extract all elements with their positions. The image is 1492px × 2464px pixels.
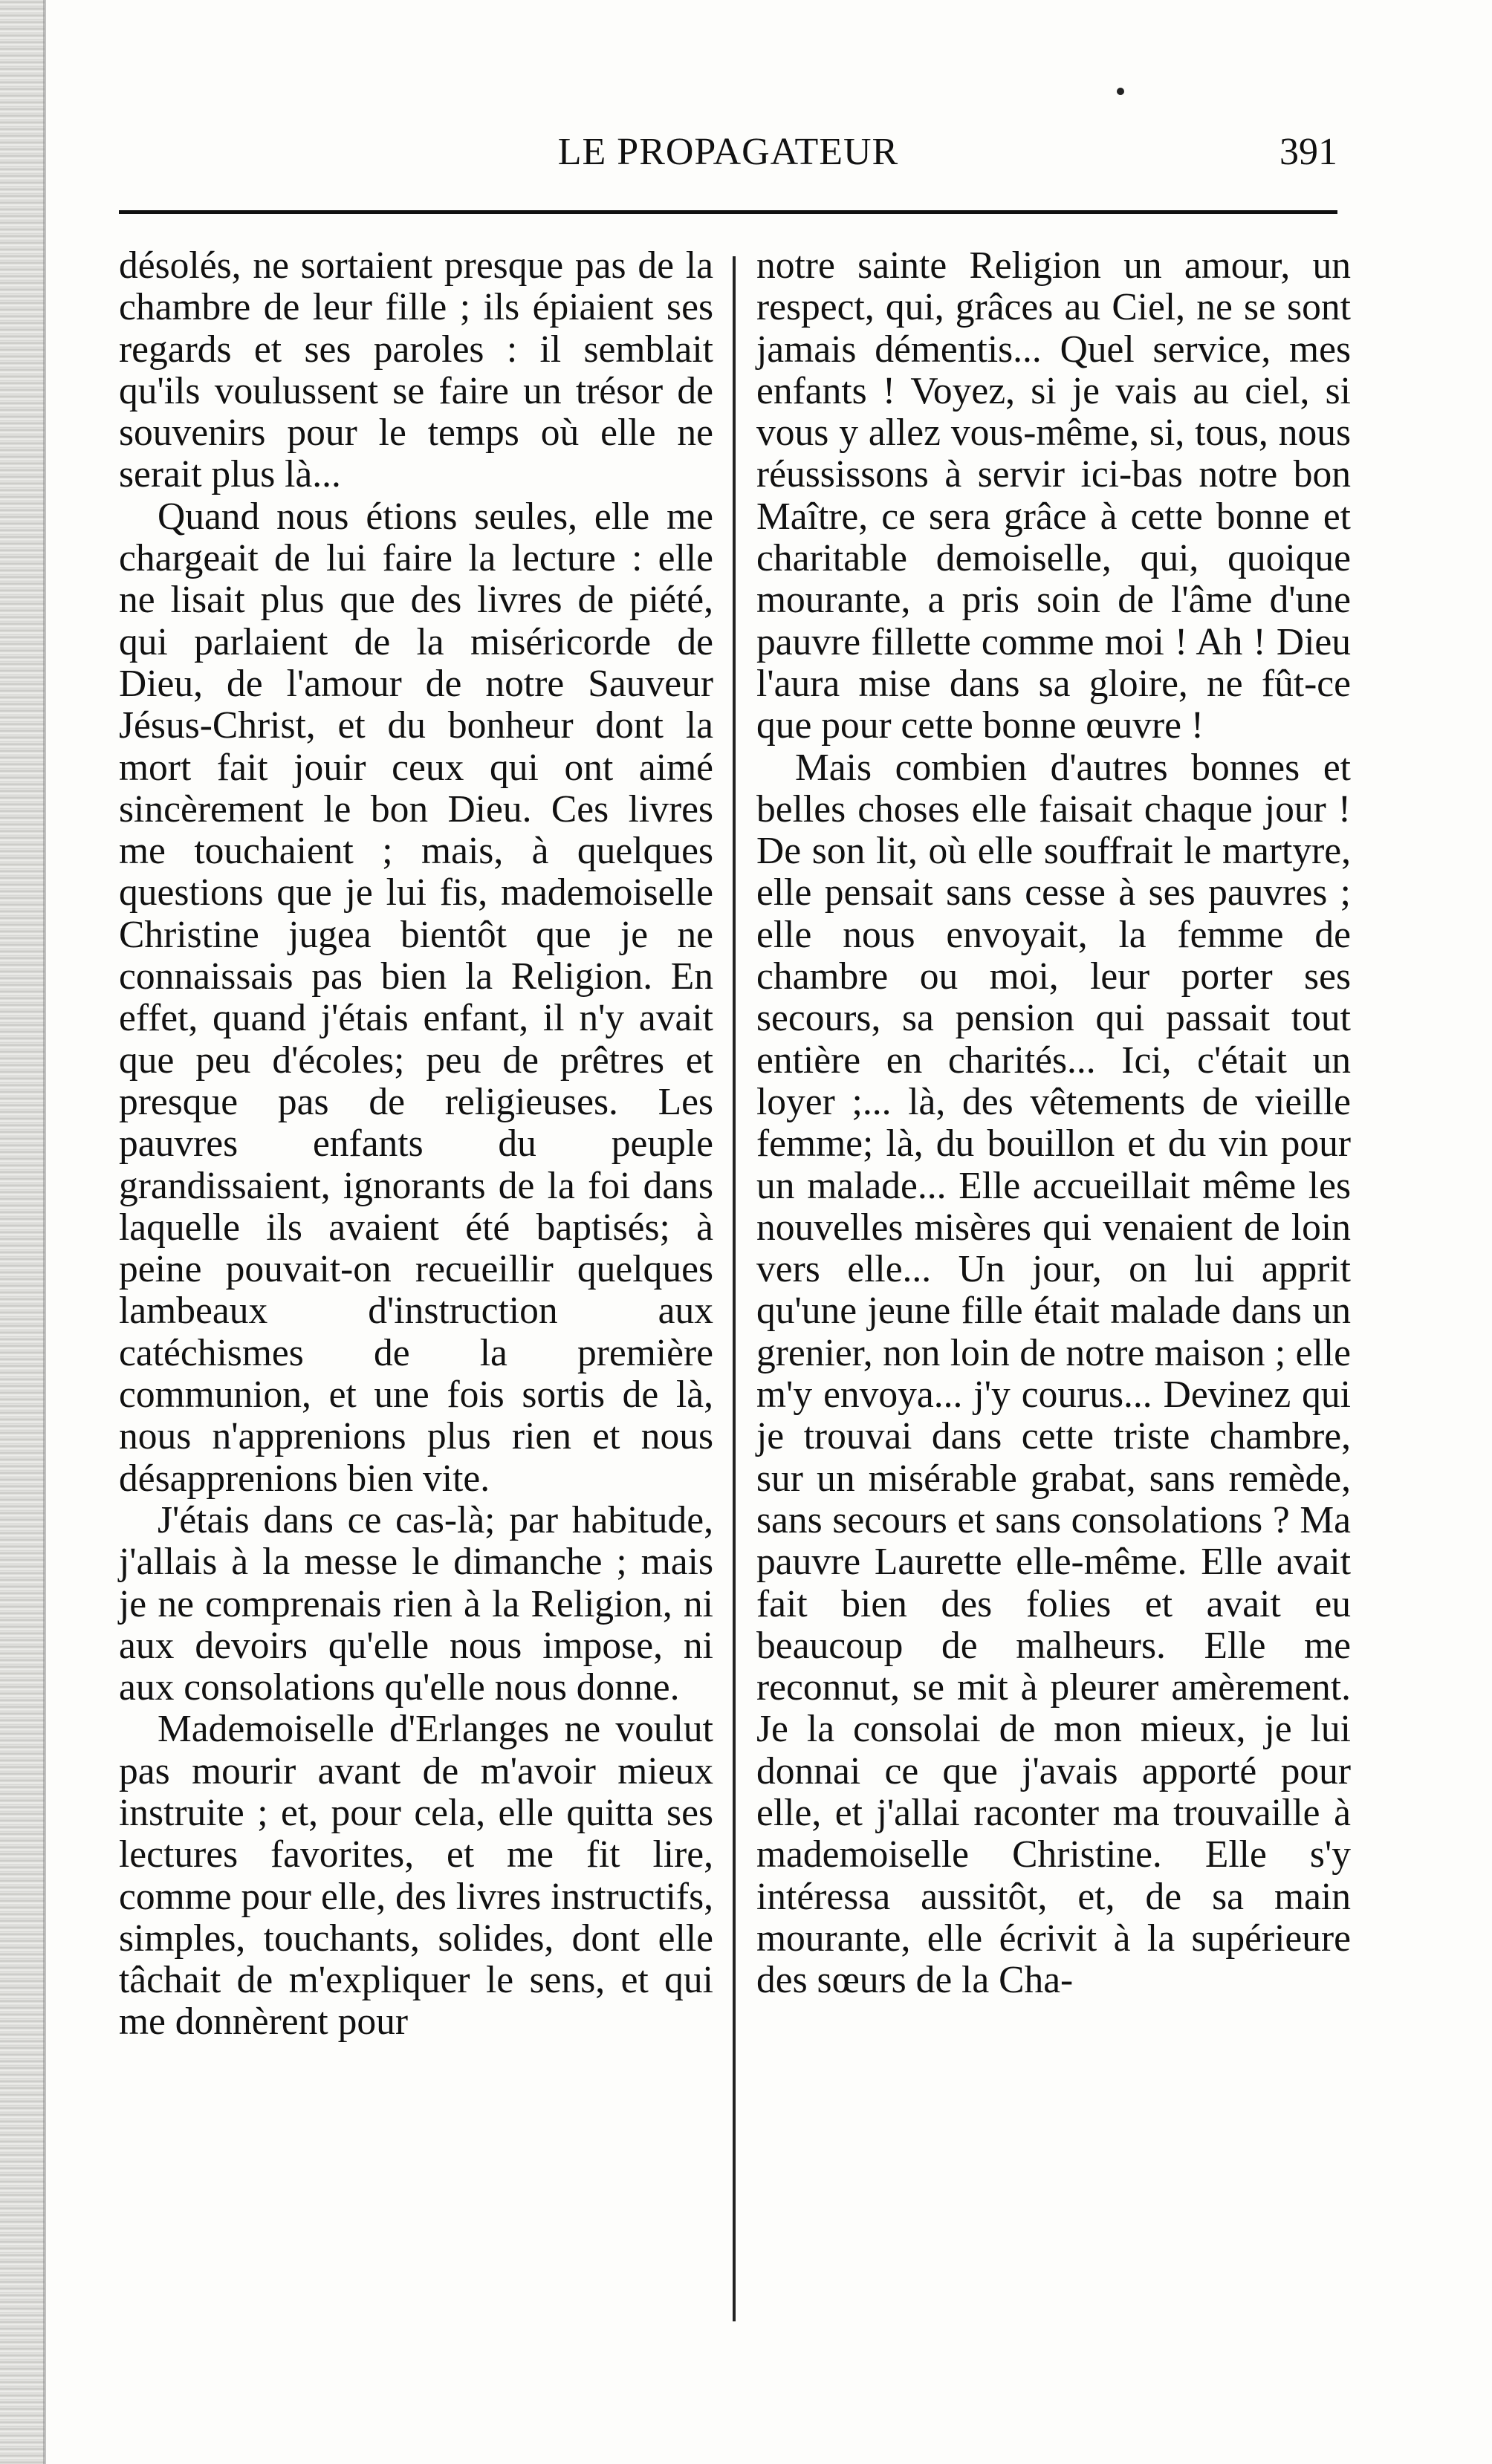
paragraph: Mais combien d'autres bonnes et belles choses elle faisait chaque jour ! De son lit, où elle souffrait le martyre, elle pensait sans cesse à ses pauvres ; elle nous envoyait, la femme de chambre ou moi, leur porter ses secours, sa pension qui passait tout entière en charités... Ici, c'était un loyer ;... là, des vêtements de vieille femme; là, du bouillon et du vin pour un malade... Elle accueillait même les nouvelles misères qui venaient de loin vers elle... Un jour, on lui apprit qu'une jeune fille était malade dans un grenier, non loin de notre maison ; elle m'y envoya... j'y courus... Devinez qui je trouvai dans cette triste chambre, sur un misérable grabat, sans remède, sans secours et sans consolations ? Ma pauvre Laurette elle-même. Elle avait fait bien des folies et avait eu beaucoup de malheurs. Elle me reconnut, se mit à pleurer amèrement. Je la consolai de mon mieux, je lui donnai ce que j'avais apporté pour elle, et j'allai raconter ma trouvaille à mademoiselle Christine. Elle s'y intéressa aussitôt, et, de sa main mourante, elle écrivit à la supérieure des sœurs de la Cha-	[756, 746, 1351, 2002]
paragraph: Mademoiselle d'Erlanges ne voulut pas mourir avant de m'avoir mieux instruite ; et, pour cela, elle quitta ses lectures favorites, et me fit lire, comme pour elle, des livres instructifs, simples, touchants, solides, dont elle tâchait de m'expliquer le sens, et qui me donnèrent pour	[119, 1708, 713, 2044]
right-column	[756, 245, 1351, 2001]
page-gutter-shadow	[43, 0, 46, 2464]
left-column	[119, 245, 713, 2044]
header-rule	[119, 210, 1337, 214]
paragraph: Quand nous étions seules, elle me chargeait de lui faire la lecture : elle ne lisait plus que des livres de piété, qui parlaient de la miséricorde de Dieu, de l'amour de notre Sauveur Jésus-Christ, et du bonheur dont la mort fait jouir ceux qui ont aimé sincèrement le bon Dieu. Ces livres me touchaient ; mais, à quelques questions que je lui fis, mademoiselle Christine jugea bientôt que je ne connaissais pas bien la Religion. En effet, quand j'étais enfant, il n'y avait que peu d'écoles; peu de prêtres et presque pas de religieuses. Les pauvres enfants du peuple grandissaient, ignorants de la foi dans laquelle ils avaient été baptisés; à peine pouvait-on recueillir quelques lambeaux d'instruction aux catéchismes de la première communion, et une fois sortis de là, nous n'apprenions plus rien et nous désapprenions bien vite.	[119, 495, 713, 1500]
book-spine-edge	[0, 0, 45, 2464]
page-number: 391	[1279, 131, 1337, 173]
page-title: LE PROPAGATEUR	[557, 131, 899, 173]
paragraph: désolés, ne sortaient presque pas de la chambre de leur fille ; ils épiaient ses regards et ses paroles : il semblait qu'ils voulussent se faire un trésor de souvenirs pour le temps où elle ne serait plus là...	[119, 244, 713, 496]
paragraph: notre sainte Religion un amour, un respect, qui, grâces au Ciel, ne se sont jamais démentis... Quel service, mes enfants ! Voyez, si je vais au ciel, si vous y allez vous-même, si, tous, nous réussissons à servir ici-bas notre bon Maître, ce sera grâce à cette bonne et charitable demoiselle, qui, quoique mourante, a pris soin de l'âme d'une pauvre fillette comme moi ! Ah ! Dieu l'aura mise dans sa gloire, ne fût-ce que pour cette bonne œuvre !	[756, 244, 1351, 747]
column-divider	[733, 256, 736, 2321]
running-head	[119, 130, 1337, 189]
print-speck	[1117, 88, 1124, 95]
paragraph: J'étais dans ce cas-là; par habitude, j'allais à la messe le dimanche ; mais je ne comprenais rien à la Religion, ni aux devoirs qu'elle nous impose, ni aux consolations qu'elle nous donne.	[119, 1498, 713, 1709]
